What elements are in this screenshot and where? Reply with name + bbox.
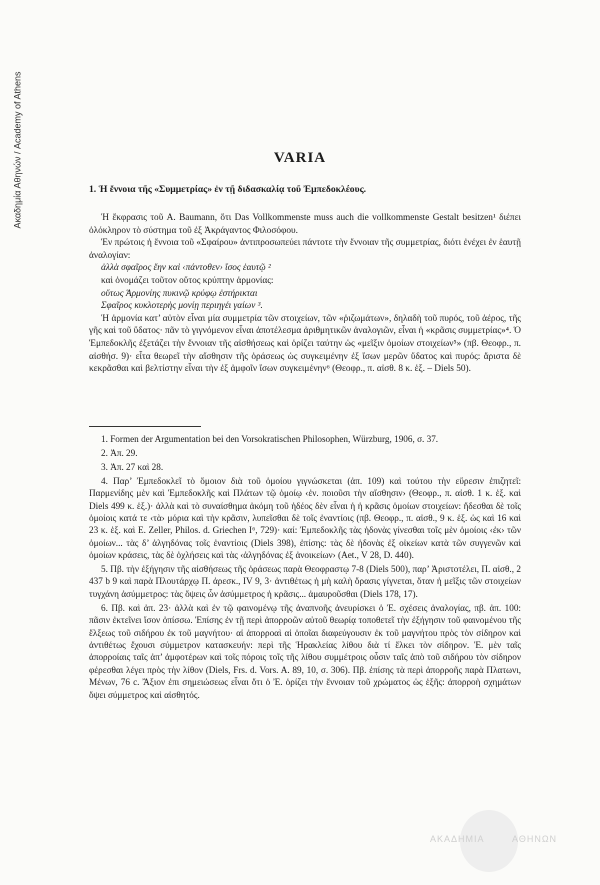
footnote: 4. Παρ’ Ἐμπεδοκλεῖ τὸ ὅμοιον διὰ τοῦ ὁμοίου γιγνώσκεται (ἀπ. 109) καὶ τούτου τὴν εὕρεσιν ἐπιζητεῖ: Παρμενίδης μὲν καὶ Ἐμπεδοκλῆς καὶ Πλάτων τῷ ὁμοίῳ ‹ἐν. ποιοῦσι τὴν αἴσθησιν› (Θεοφρ., π. αἰσθ. 1 κ. ἑξ. καὶ Diels 499 κ. ἑξ.)· ἀλλὰ καὶ τὸ συναίσθημα ἀκόμη τοῦ ἡδέος δὲν εἶναι ἡ ἡ κρᾶσις ὁμοίων στοιχείων: ἥδεσθαι δὲ τοῖς ὁμοίοις κατά τε ‹τὰ› μόρια καὶ τὴν κρᾶσιν, λυπεῖσθαι δὲ τοῖς ἐναντίοις (πβ. Θεοφρ., π. αἰσθ., 9 κ. ἑξ. ὡς καὶ 16 καὶ 23 κ. ἑξ. καὶ E. Zeller, Philos. d. Griechen I⁶, 729)· καί: Ἐμπεδοκλῆς τὰς ἡδονὰς γίνεσθαι τοῖς μὲν ὁμοίοις ‹ἐκ› τῶν ὁμοίων... τὰς δ’ ἀλγηδόνας τοῖς ἐναντίοις (Diels 398), ἐπίσης: τὰς δὲ ἡδονὰς ἐξ οἰκείων κατὰ τῶν συγγενῶν καὶ ὁμοίων κράσεις, τὰς δὲ ὀχλήσεις καὶ τὰς ‹ἀλγηδόνας ἐξ ἀνοικείων› (Aet., V 28, D. 440). [89,475,521,561]
footnote: 6. Πβ. καὶ ἀπ. 23· ἀλλὰ καὶ ἐν τῷ φαινομένῳ τῆς ἀναπνοῆς ἀνευρίσκει ὁ Ἐ. σχέσεις ἀναλογίας, πβ. ἀπ. 100: πᾶσιν ἐκτεῖνει ἴσον ὀπίσσω. Ἐπίσης ἐν τῇ περὶ ἀπορροῶν αὐτοῦ θεωρίᾳ τοποθετεῖ τὴν ἐξήγησιν τοῦ φαινομένου τῆς ἕλξεως τοῦ σιδήρου ἐκ τοῦ μαγνήτου· αἱ ἀπορροαὶ αἱ ὁποῖαι διαφεύγουσιν ἐκ τοῦ μαγνήτου πρὸς τὸν σίδηρον καὶ ἀντιθέτως ἔχουσι σύμμετρον κατασκευήν: περὶ τῆς Ἡρακλείας λίθου διὰ τί ἕλκει τὸν σίδηρον. Ἐ. μὲν ταῖς ἀπορροίαις ταῖς ἀπ’ ἀμφοτέρων καὶ τοῖς πόροις τοῖς τῆς λίθου συμμέτροις οὖσιν ταῖς ἀπὸ τοῦ σιδήρου τὸν σίδηρον φέρεσθαι λέγει πρὸς τὴν λίθον (Diels, Frs. d. Vors. A. 89, 10, σ. 306). Πβ. ἐπίσης τὰ περὶ ἀπορροῆς παρὰ Πλατωνι, Μένων, 76 c. Ἄξιον ἐπι σημειώσεως εἶναι ὅτι ὁ Ἐ. ὁρίζει τὴν ἔννοιαν τοῦ χρώματος ὡς ἑξῆς: ἀπορροὴ σχημάτων ὄψει σύμμετρος καὶ αἰσθητός. [89,602,521,700]
page-title: VARIA [273,150,327,166]
watermark-right-text: ΑΘΗΝΩΝ [512,834,558,844]
paragraph: Ἐν πρώτοις ἡ ἔννοια τοῦ «Σφαίρου» ἀντιπροσωπεύει πάντοτε τὴν ἔννοιαν τῆς συμμετρίας, διότι ἐνέχει ἐν ἑαυτῇ ἀναλογίαν: [89,238,521,261]
section-heading: 1. Ἡ ἔννοια τῆς «Συμμετρίας» ἐν τῇ διδασκαλίᾳ τοῦ Ἐμπεδοκλέους. [89,184,367,195]
footnote-rule [89,426,201,427]
verse-line: οὕτως Ἁρμονίης πυκινῷ κρύφῳ ἐστήρικται [101,288,258,299]
verse-line: ἀλλὰ σφαῖρος ἔην καὶ ‹πάντοθεν› ἴσος ἑαυτῷ ² [101,263,271,274]
watermark-left-text: ΑΚΑΔΗΜΙΑ [430,834,485,844]
footnote: 3. Ἀπ. 27 καὶ 28. [101,461,164,472]
footnotes [89,433,521,703]
paragraph: Ἡ ἔκφρασις τοῦ A. Baumann, ὅτι Das Vollkommenste muss auch die vollkommenste Gestalt besitzen¹ διέπει ὁλόκληρον τὸ σύστημα τοῦ ἐξ Ἀκράγαντος Φιλοσόφου. [89,213,521,236]
footnote: 5. Πβ. τὴν ἐξήγησιν τῆς αἰσθήσεως τῆς ὁράσεως παρὰ Θεοφραστῳ 7-8 (Diels 500), παρ’ Ἀριστοτέλει, Π. αἰσθ., 2 437 b 9 καὶ παρὰ Πλουτάρχῳ Π. ἀρεσκ., IV 9, 3· ἀντιθέτως ἡ μὴ καλὴ ὅρασις γίγνεται, ὅταν ἡ μεῖξις τῶν στοιχείων τυγχάνη ἀσύμμετρος: τὰς ὄψεις ὧν ἀσύμμετρος ἡ κρᾶσις... ἀμαυροῦσθαι (Diels 178, 17). [89,564,521,599]
archive-watermark-text: Ακαδημία Αθηνών / Academy of Athens [13,71,23,229]
paragraph: καὶ ὀνομάζει τοῦτον οὕτος κρύπτην ἁρμονίας: [101,275,274,286]
academy-watermark [430,810,570,870]
paragraph: Ἡ ἁρμονία κατ’ αὐτὸν εἶναι μία συμμετρία τῶν στοιχείων, τῶν «ῥιζωμάτων», δηλαδὴ τοῦ πυρός, τοῦ ἀέρος, τῆς γῆς καὶ τοῦ ὕδατος· πᾶν τὸ γιγνόμενον εἶναι ἀποτέλεσμα ἀριθμητικῶν ἀναλογιῶν, εἶναι ἡ «κρᾶσις συμμετρίας»⁴. Ὁ Ἐμπεδοκλῆς ἐξετάζει τὴν ἔννοιαν τῆς αἰσθήσεως καὶ ὁρίζει ταύτην ὡς «μεῖξιν ὁμοίων στοιχείων⁵» (πβ. Θεοφρ., π. αἰσθήσ. 9)· εἶτα θεωρεῖ τὴν αἴσθησιν τῆς ὁράσεως ὡς συγκειμένην ἐξ ἴσων μερῶν ὕδατος καὶ πυρός: ἄριστα δὲ κεκρᾶσθαι καὶ βελτίστην εἶναι τὴν ἐξ ἀμφοῖν ἴσων συγκειμένην⁶ (Θεοφρ., π. αἰσθ. 8 κ. ἑξ. – Diels 50). [89,313,521,375]
footnote: 2. Ἀπ. 29. [101,447,138,458]
verse-line: Σφαῖρος κυκλοτερὴς μονίῃ περιηγέι γαίων ³. [101,301,263,312]
body-text [89,212,521,376]
footnote: 1. Formen der Argumentation bei den Vorsokratischen Philosophen, Würzburg, 1906, σ. 37. [101,434,439,444]
